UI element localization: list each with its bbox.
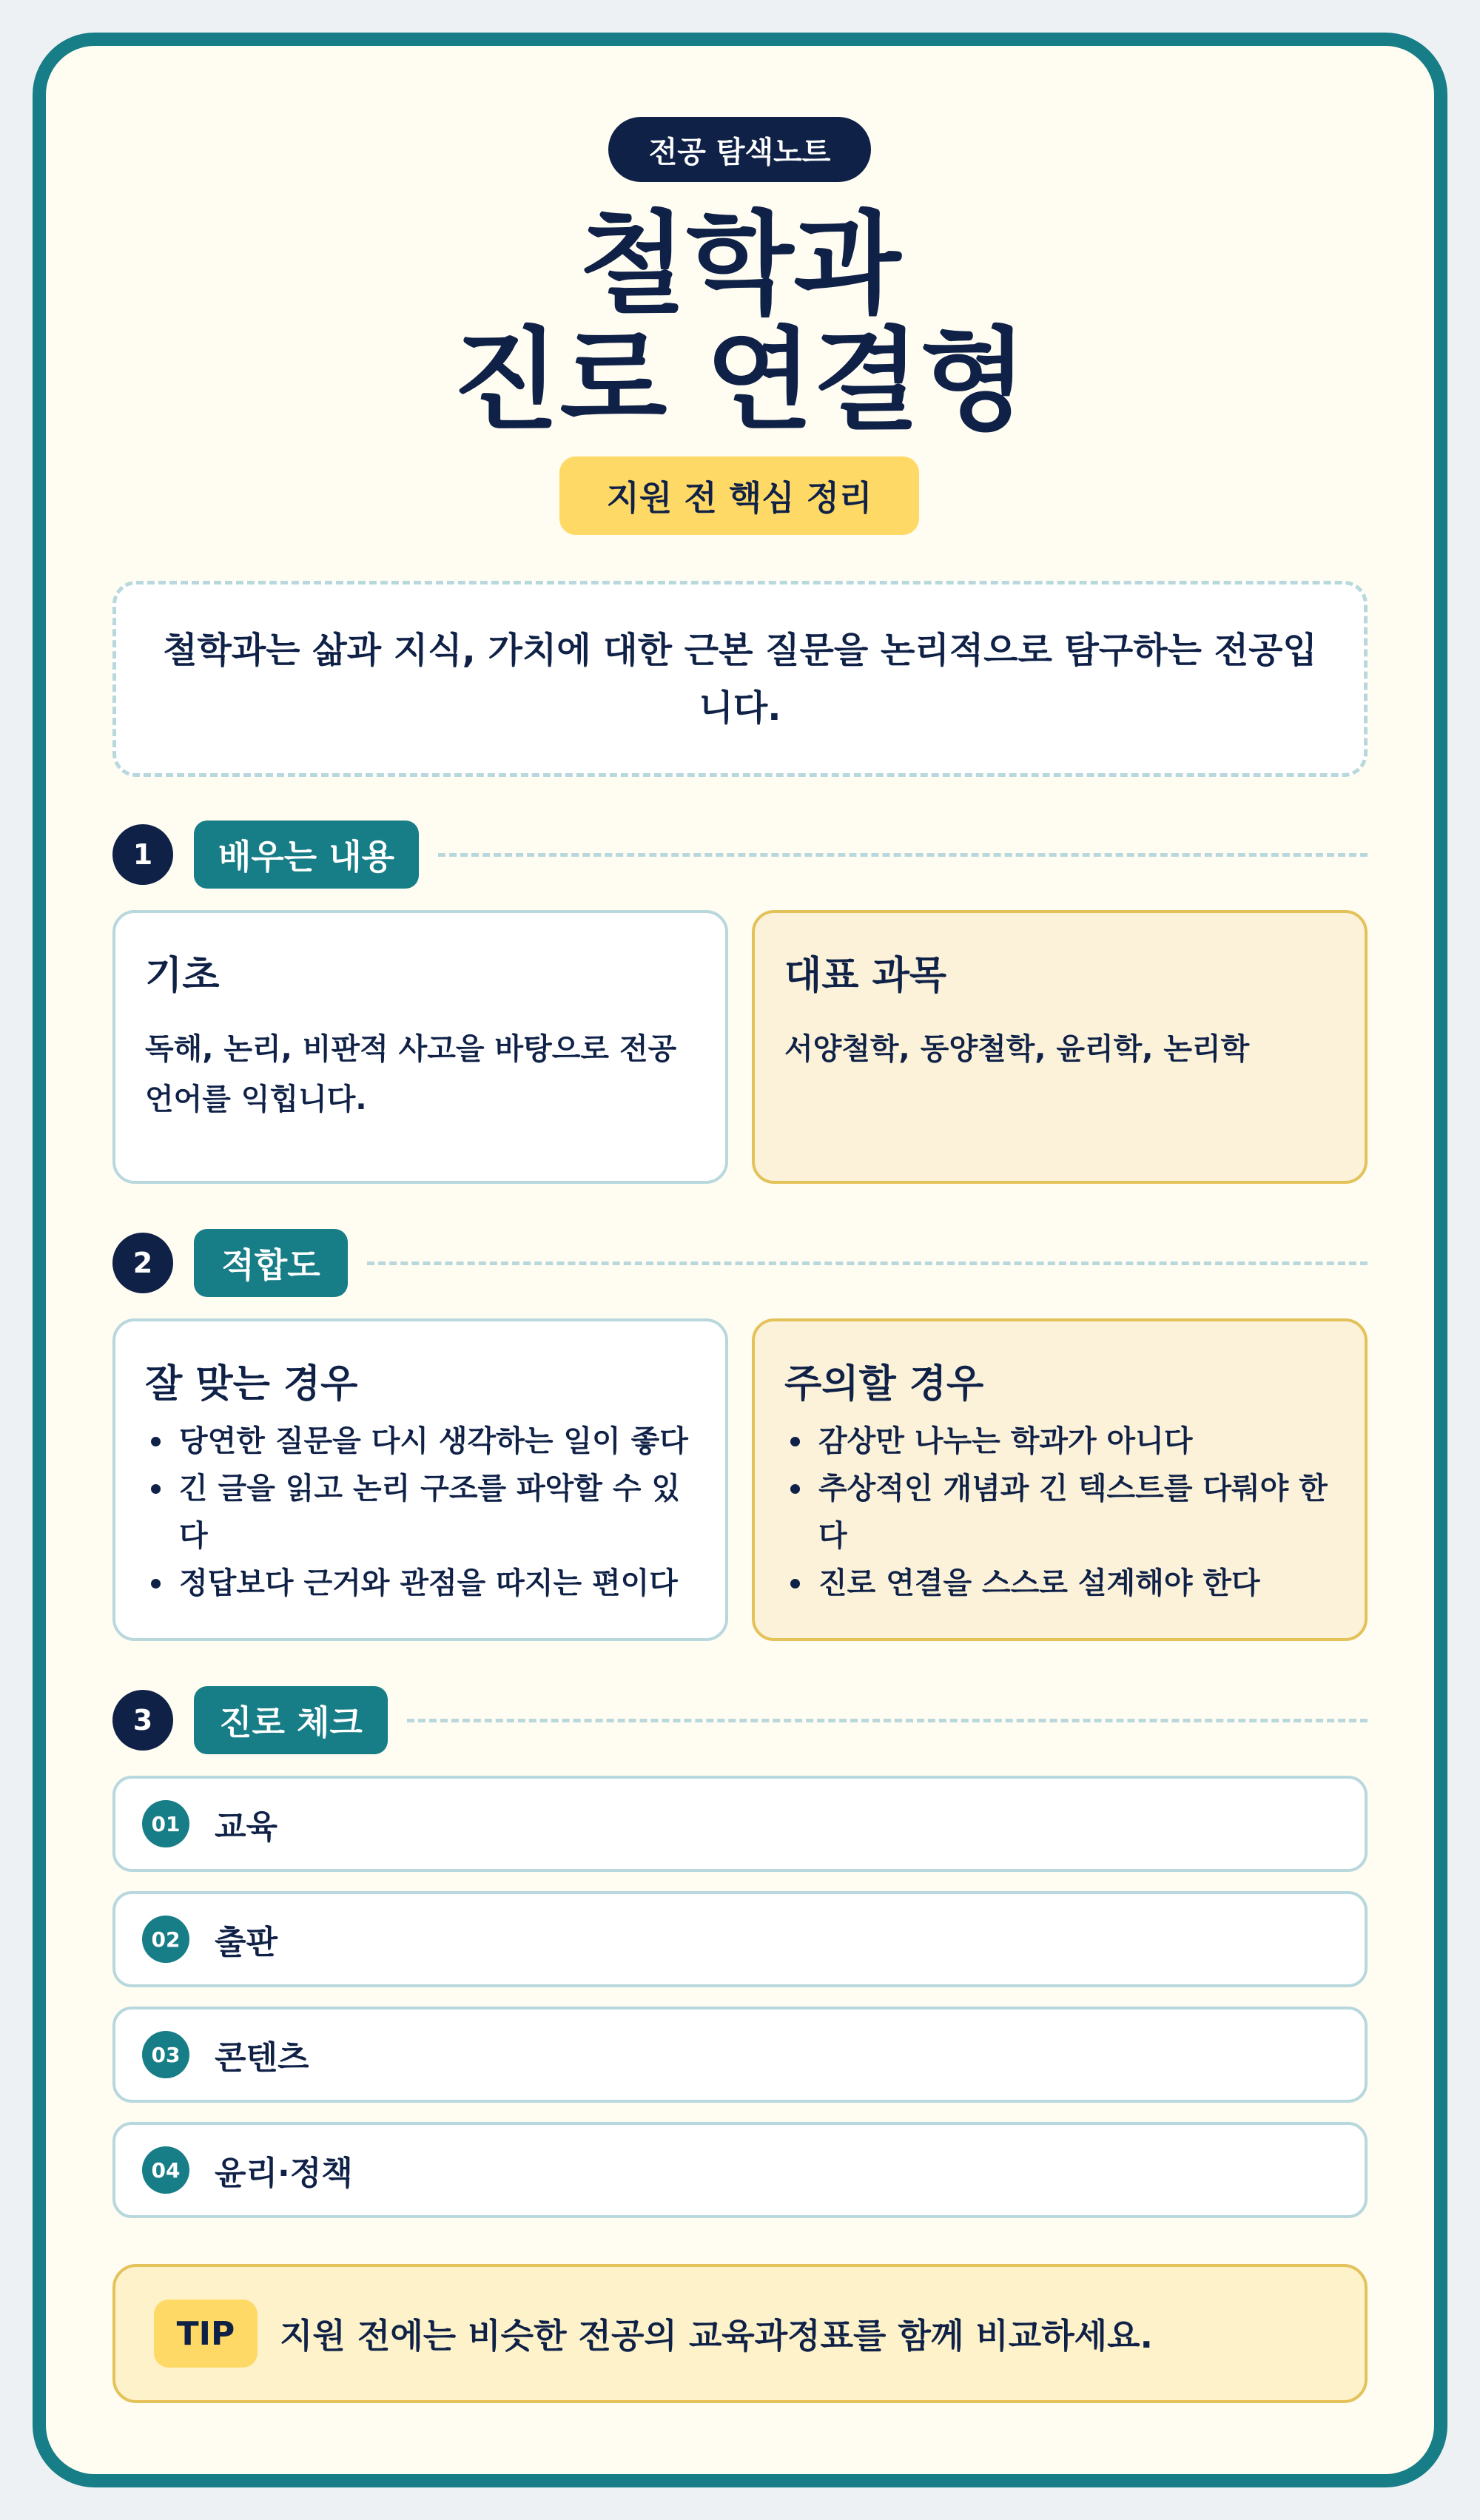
section-3-divider (407, 1719, 1368, 1722)
caution-title: 주의할 경우 (784, 1362, 984, 1406)
list-item: 긴 글을 읽고 논리 구조를 파악할 수 있다 (145, 1465, 696, 1560)
page-title-line1: 철학과 (579, 201, 901, 329)
list-item: 진로 연결을 스스로 설계해야 한다 (784, 1560, 1335, 1607)
header-badge: 전공 탐색노트 (608, 117, 871, 182)
section-2-divider (367, 1261, 1368, 1265)
good-fit-box (112, 1318, 728, 1641)
career-item-2 (112, 1891, 1368, 1987)
intro-box (112, 581, 1368, 777)
career-item-4 (112, 2122, 1368, 2218)
basics-text: 독해, 논리, 비판적 사고을 바탕으로 전공 언어를 익힙니다. (145, 1032, 677, 1116)
career-item-3 (112, 2007, 1368, 2103)
career-item-1 (112, 1776, 1368, 1872)
section-1-divider (438, 853, 1368, 857)
list-item: 추상적인 개념과 긴 텍스트를 다뤄야 한다 (784, 1465, 1335, 1560)
career-number: 02 (142, 1916, 189, 1963)
career-label: 윤리·정책 (215, 2155, 353, 2192)
list-item: 당연한 질문을 다시 생각하는 일이 좋다 (145, 1418, 696, 1465)
career-number: 04 (142, 2146, 189, 2194)
core-courses-box (752, 910, 1368, 1184)
list-item: 감상만 나누는 학과가 아니다 (784, 1418, 1335, 1465)
list-item: 정답보다 근거와 관점을 따지는 편이다 (145, 1560, 696, 1607)
section-2-label: 적합도 (194, 1229, 348, 1297)
career-label: 출판 (215, 1924, 278, 1961)
career-number: 01 (142, 1800, 189, 1847)
section-3-label: 진로 체크 (194, 1686, 388, 1754)
subtitle-badge: 지원 전 핵심 정리 (559, 457, 919, 535)
career-label: 교육 (215, 1808, 278, 1846)
basics-title: 기초 (145, 954, 220, 998)
career-label: 콘텐츠 (215, 2039, 309, 2077)
core-courses-title: 대표 과목 (784, 954, 947, 998)
section-2-number: 2 (112, 1233, 173, 1293)
section-1-label: 배우는 내용 (194, 821, 419, 889)
good-fit-title: 잘 맞는 경우 (145, 1362, 358, 1406)
section-3-number: 3 (112, 1690, 173, 1751)
caution-box (752, 1318, 1368, 1641)
section-1-number: 1 (112, 824, 173, 885)
career-number: 03 (142, 2031, 189, 2078)
good-fit-list (145, 1418, 696, 1607)
tip-box (112, 2264, 1368, 2403)
intro-text: 철학과는 삶과 지식, 가치에 대한 근본 질문을 논리적으로 탐구하는 전공입니다. (163, 629, 1317, 729)
page-title-line2: 진로 연결형 (452, 317, 1028, 445)
core-courses-text: 서양철학, 동양철학, 윤리학, 논리학 (784, 1032, 1250, 1066)
basics-box (112, 910, 728, 1184)
tip-text: 지원 전에는 비슷한 전공의 교육과정표를 함께 비교하세요. (280, 2316, 1154, 2356)
tip-badge: TIP (154, 2300, 258, 2368)
caution-list (784, 1418, 1335, 1607)
